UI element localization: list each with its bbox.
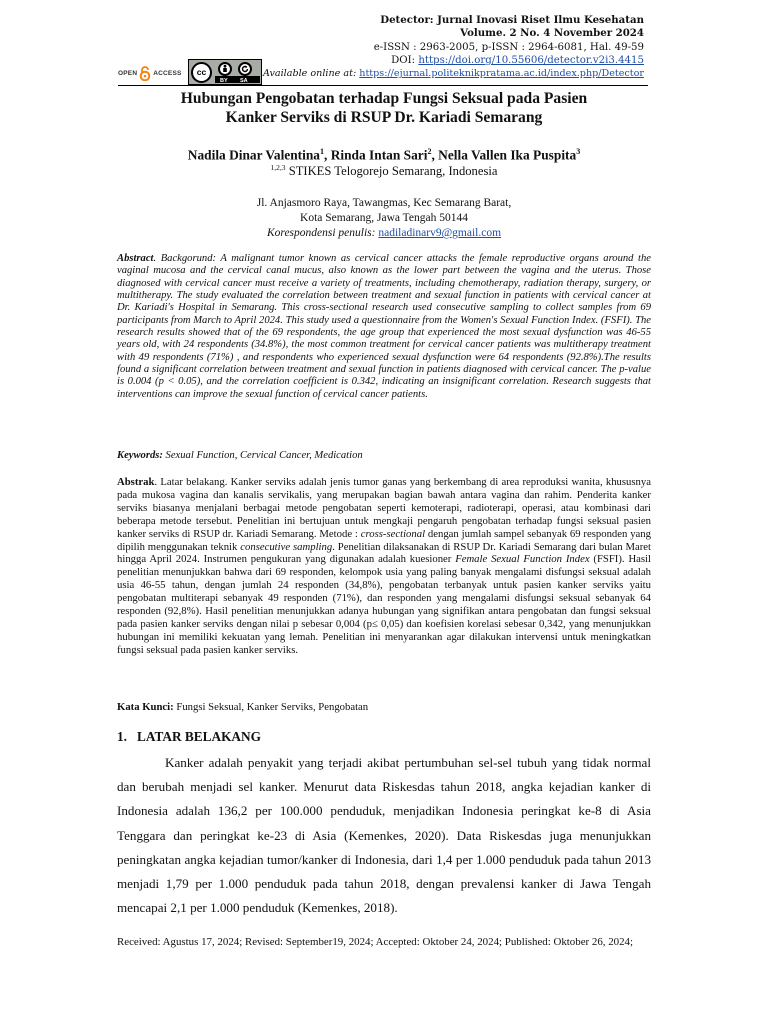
cc-by-sa-license-badge[interactable] xyxy=(188,59,262,85)
author-1: Nadila Dinar Valentina xyxy=(187,147,321,163)
journal-issn: e-ISSN : 2963-2005, p-ISSN : 2964-6081, Hal. 49-59 xyxy=(373,41,644,53)
corresponding-author: Korespondensi penulis: nadiladinarv9@gmail.com xyxy=(266,227,502,239)
journal-volume: Volume. 2 No. 4 November 2024 xyxy=(460,27,644,40)
journal-doi: DOI: https://doi.org/10.55606/detector.v2i3.4415 xyxy=(391,54,644,66)
author-3: Nella Vallen Ika Puspita xyxy=(438,147,577,163)
affiliation: $^{1,2,3}$ STIKES Telogorejo Semarang, Indonesia xyxy=(270,163,498,179)
open-access-lock-icon xyxy=(139,66,151,81)
open-access-label-right: ACCESS xyxy=(153,69,182,77)
author-list: Nadila Dinar Valentina$^1$, Rinda Intan Sari$^2$, Nella Vallen Ika Puspita$^3$ xyxy=(187,147,581,163)
cc-sa-label: SA xyxy=(240,78,248,84)
share-alike-icon xyxy=(238,62,252,76)
address-line-1: Jl. Anjasmoro Raya, Tawangmas, Kec Semarang Barat, xyxy=(256,197,512,209)
corresponding-email-link[interactable]: nadiladinarv9@gmail.com xyxy=(378,227,502,239)
journal-available: Available online at: https://ejurnal.politeknikpratama.ac.id/index.php/Detector xyxy=(262,68,644,80)
cc-icon: cc xyxy=(191,62,212,83)
open-access-logo xyxy=(118,62,182,84)
address-line-2: Kota Semarang, Jawa Tengah 50144 xyxy=(300,212,468,224)
section-heading: 1. LATAR BELAKANG xyxy=(117,729,261,744)
publication-dates: Received: Agustus 17, 2024; Revised: September19, 2024; Accepted: Oktober 24, 2024; Published: Oktober 26, 2024; xyxy=(117,936,634,948)
cc-by-label: BY xyxy=(220,78,228,84)
doi-link[interactable]: https://doi.org/10.55606/detector.v2i3.4415 xyxy=(418,54,644,66)
paper-title-line-2: Kanker Serviks di RSUP Dr. Kariadi Semarang xyxy=(225,108,543,126)
abstract-indonesian: Abstrak. Latar belakang. Kanker serviks adalah jenis tumor ganas yang berkembang di area reproduksi wanita, khususnya pada mukosa vagina dan kanalis servikalis, yang merupakan bagian bawah antara vagina dan rahim. Penderita kanker serviks biasanya menjalani berbagai metode pengobatan seperti kemoterapi, radioterapi, operasi, atau kombinasi dari beberapa metode tersebut. Penelitian ini bertujuan untuk mengkaji pengaruh pengobatan terhadap fungsi seksual pasien kanker serviks di RSUP dr. Kariadi Semarang. Metode : cross-sectional dengan jumlah sampel sebanyak 69 responden yang dipilih menggunakan teknik consecutive sampling. Penelitian dilaksanakan di RSUP Dr. Kariadi Semarang dari bulan Maret hingga April 2024. Instrumen pengukuran yang digunakan adalah kuesioner Female Sexual Function Index (FSFI). Hasil penelitian menunjukkan bahwa dari 69 responden, kelompok usia yang paling banyak mengalami disfungsi seksual adalah usia 46-55 tahun, dengan jumlah 24 responden (34,8%), pengobatan terbanyak untuk pasien kanker serviks yaitu pengobatan multiterapi sebanyak 49 responden (71%), dan responden yang mengalami disfungsi seksual sebanyak 64 responden (92,8%). Hasil penelitian menunjukkan adanya hubungan yang signifikan antara pengobatan dan fungsi seksual pada pasien kanker serviks dengan nilai p sebesar 0,004 (p≤ 0,05) dan koefisien korelasi sebesar 0,342, yang menunjukkan hubungan ini memiliki kekuatan yang lemah. Penelitian ini menyarankan agar dilakukan intervensi untuk meningkatkan fungsi seksual pada pasien kanker serviks. xyxy=(117,476,652,656)
journal-name: Detector: Jurnal Inovasi Riset Ilmu Kesehatan xyxy=(380,14,644,26)
keywords-english: Keywords: Sexual Function, Cervical Cancer, Medication xyxy=(117,450,363,461)
header-divider xyxy=(118,85,648,86)
journal-url-link[interactable]: https://ejurnal.politeknikpratama.ac.id/index.php/Detector xyxy=(359,68,644,80)
open-access-label-left: OPEN xyxy=(118,69,138,77)
author-address xyxy=(100,196,668,241)
by-attribution-icon xyxy=(218,62,232,76)
paper-title-line-1: Hubungan Pengobatan terhadap Fungsi Seksual pada Pasien xyxy=(180,90,588,107)
abstract-english: Abstract. Backgorund: A malignant tumor known as cervical cancer attacks the female reproductive organs around the vaginal mucosa and the cervical canal mucus, also known as the lower part between the vagina and the uterus. Those diagnosed with cervical cancer must receive a variety of treatments, including chemotherapy, radiation therapy, surgery, or multitherapy. The study evaluated the correlation between treatment and sexual function in patients with cervical cancer at Dr. Kariadi's Hospital in Semarang. This cross-sectional research used consecutive sampling to collect samples from 69 participants from March to April 2024. This study used a questionnaire from the Women's Sexual Function Index. (FSFI). The research results showed that of the 69 respondents, the age group that experienced the most sexual dysfunction was 46-55 years old, with 24 respondents (34.8%), the most common treatment for cervical cancer patients was multitherapy treatment with 49 respondents (71%) , and respondents who experienced sexual dysfunction were 64 respondents (92.8%).The results found a significant correlation between treatment and sexual function in patients diagnosed with cervical cancer. The p-value is 0.004 (p < 0.05), and the correlation coefficient is 0.342, indicating an insignificant correlation. Research suggests that interventions can improve the sexual function of cervical cancer patients. xyxy=(117,253,651,400)
keywords-indonesian: Kata Kunci: Fungsi Seksual, Kanker Serviks, Pengobatan xyxy=(117,701,369,713)
body-paragraph: Kanker adalah penyakit yang terjadi akibat pertumbuhan sel-sel tubuh yang tidak normal dan berubah menjadi sel kanker. Menurut data Riskesdas tahun 2018, angka kejadian kanker di Indonesia adalah 136,2 per 100.000 penduduk, menjadikan Indonesia peringkat ke-8 di Asia Tenggara dan peringkat ke-23 di Asia (Kemenkes, 2020). Data Riskesdas juga menunjukkan peningkatan angka kejadian tumor/kanker di Indonesia, dari 1,4 per 1.000 penduduk pada tahun 2013 menjadi 1,79 per 1.000 penduduk pada tahun 2018, dengan prevalensi kanker di Jawa Tengah mencapai 2,1 per 1.000 penduduk (Kemenkes, 2018). xyxy=(117,755,651,916)
author-2: Rinda Intan Sari xyxy=(330,147,428,163)
paper-title xyxy=(100,90,668,127)
